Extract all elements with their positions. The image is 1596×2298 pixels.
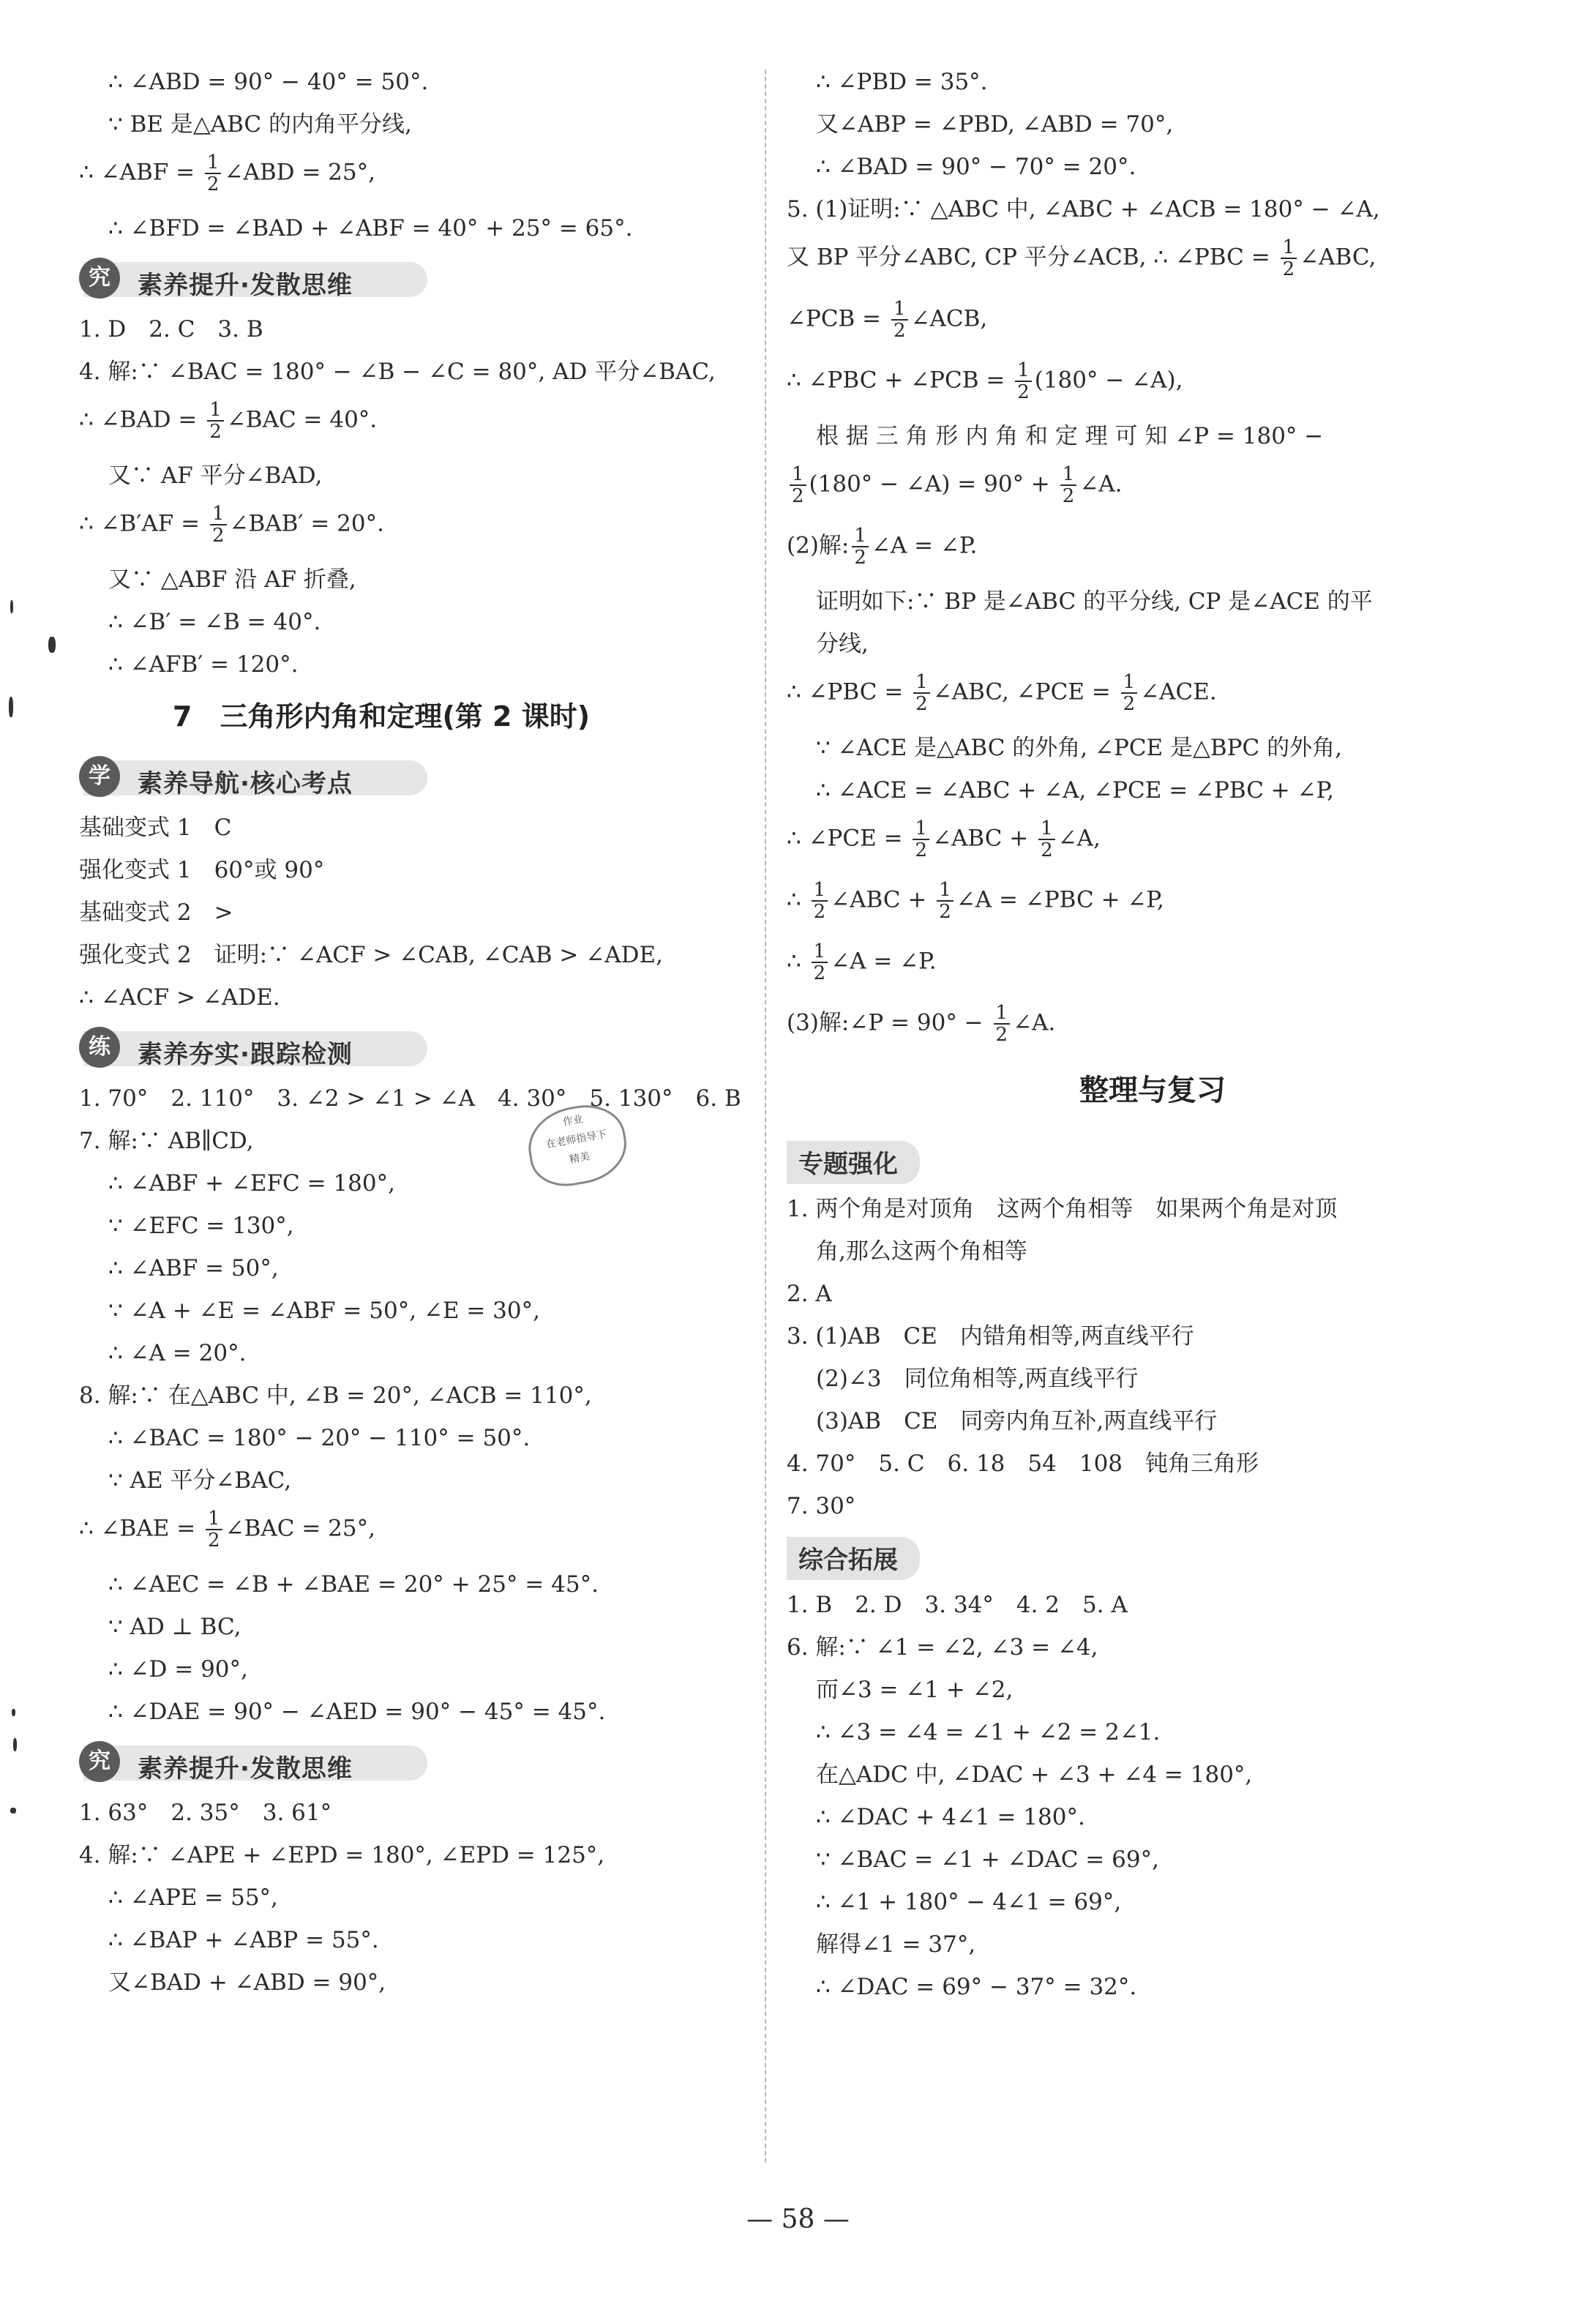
answer-line: 4. 解:∵ ∠BAC = 180° − ∠B − ∠C = 80°, AD 平分∠BAC, xyxy=(79,359,716,385)
fraction: $\frac{1}{2}$ xyxy=(937,880,954,922)
answer-line: 强化变式 2 证明:∵ ∠ACF > ∠CAB, ∠CAB > ∠ADE, xyxy=(79,942,663,968)
scan-mark xyxy=(9,697,13,717)
right-block-2 xyxy=(787,1194,1518,1521)
section-title: 素养夯实·跟踪检测 xyxy=(138,1040,353,1069)
left-column xyxy=(79,67,752,2010)
text-line: ∴ ∠AFB′ = 120°. xyxy=(108,651,299,678)
text-line-fraction: ∴ ∠PCE = $\frac{1}{2}$ ∠ABC + $\frac{1}{2}$ ∠A, xyxy=(787,817,1101,861)
fraction: $\frac{1}{2}$ xyxy=(1015,360,1032,403)
right-block-3 xyxy=(787,1590,1518,2002)
text-line: ∵ BE 是△ABC 的内角平分线, xyxy=(108,111,412,138)
section-badge: 学 xyxy=(79,756,120,797)
text-line: ∴ ∠DAC + 4∠1 = 180°. xyxy=(816,1804,1085,1830)
fraction: $\frac{1}{2}$ xyxy=(913,818,929,861)
text-line: ∴ ∠AEC = ∠B + ∠BAE = 20° + 25° = 45°. xyxy=(108,1571,599,1598)
left-block-1 xyxy=(79,67,752,243)
text-line: 角,那么这两个角相等 xyxy=(816,1238,1027,1265)
section-header-explore xyxy=(79,1741,752,1784)
fraction: $\frac{1}{2}$ xyxy=(790,464,806,506)
review-title: 整理与复习 xyxy=(1079,1074,1226,1107)
scan-mark xyxy=(10,600,13,613)
text-line: ∴ ∠D = 90°, xyxy=(108,1656,248,1683)
text-line: ∴ ∠3 = ∠4 = ∠1 + ∠2 = 2∠1. xyxy=(816,1719,1161,1745)
section-title: 素养提升·发散思维 xyxy=(138,271,353,300)
text-line: ∴ ∠APE = 55°, xyxy=(108,1885,278,1911)
text-line: ∴ ∠PBD = 35°. xyxy=(816,69,988,95)
left-block-2 xyxy=(79,315,752,679)
text-line-fraction: ∴ ∠ABF = $\frac{1}{2}$ ∠ABD = 25°, xyxy=(79,151,375,195)
fraction: $\frac{1}{2}$ xyxy=(207,400,224,442)
text-line: ∴ ∠BAD = 90° − 70° = 20°. xyxy=(816,154,1136,180)
answer-line: 基础变式 1 C xyxy=(79,815,232,841)
homework-stamp: 作业 在老师指导下 精美 xyxy=(522,1099,632,1192)
text-line-fraction: 又 BP 平分∠ABC, CP 平分∠ACB, ∴ ∠PBC = $\frac{1}{2}$ ∠ABC, xyxy=(787,236,1376,280)
fraction: $\frac{1}{2}$ xyxy=(210,504,227,546)
text-line: 在△ADC 中, ∠DAC + ∠3 + ∠4 = 180°, xyxy=(816,1762,1253,1788)
answer-line: 1. 70° 2. 110° 3. ∠2 > ∠1 > ∠A 4. 30° 5. 130° 6. B xyxy=(79,1085,741,1112)
text-line-fraction: (3)解:∠P = 90° − $\frac{1}{2}$ ∠A. xyxy=(787,1002,1056,1046)
text-line: ∵ ∠EFC = 130°, xyxy=(108,1213,294,1239)
text-line: ∴ ∠1 + 180° − 4∠1 = 69°, xyxy=(816,1889,1122,1915)
text-line-fraction: ∴ ∠PBC = $\frac{1}{2}$ ∠ABC, ∠PCE = $\frac{1}{2}$ ∠ACE. xyxy=(787,671,1217,715)
text-line: ∴ ∠A = 20°. xyxy=(108,1340,247,1366)
column-divider xyxy=(765,70,766,2163)
fraction: $\frac{1}{2}$ xyxy=(994,1003,1011,1045)
text-line: ∴ ∠ABF = 50°, xyxy=(108,1255,279,1281)
fraction: $\frac{1}{2}$ xyxy=(1038,818,1055,861)
scan-mark xyxy=(13,1738,17,1751)
answer-line: 1. 两个角是对顶角 这两个角相等 如果两个角是对顶 xyxy=(787,1196,1338,1222)
topic-header: 专题强化 xyxy=(787,1141,920,1184)
fraction: $\frac{1}{2}$ xyxy=(1060,464,1077,506)
scan-mark xyxy=(12,1709,15,1716)
text-line: ∴ ∠B′ = ∠B = 40°. xyxy=(108,609,321,635)
text-line: ∴ ∠ABF + ∠EFC = 180°, xyxy=(108,1170,395,1197)
fraction: $\frac{1}{2}$ xyxy=(1281,237,1297,280)
left-block-4 xyxy=(79,1084,752,1726)
text-line: ∴ ∠DAE = 90° − ∠AED = 90° − 45° = 45°. xyxy=(108,1699,606,1725)
answer-line: 7. 解:∵ AB∥CD, xyxy=(79,1128,254,1154)
answer-line: 4. 70° 5. C 6. 18 54 108 钝角三角形 xyxy=(787,1451,1259,1477)
text-line: 又∠BAD + ∠ABD = 90°, xyxy=(108,1969,386,1996)
left-block-3 xyxy=(79,813,752,1012)
section-header-practice xyxy=(79,1027,752,1069)
fraction: $\frac{1}{2}$ xyxy=(1121,672,1138,714)
text-line: ∴ ∠BAP + ∠ABP = 55°. xyxy=(108,1927,379,1953)
left-block-5 xyxy=(79,1798,752,1997)
right-block-1 xyxy=(787,67,1518,1045)
text-line-fraction: ∴ ∠BAE = $\frac{1}{2}$ ∠BAC = 25°, xyxy=(79,1508,375,1552)
text-line-fraction: ∴ ∠BAD = $\frac{1}{2}$ ∠BAC = 40°. xyxy=(79,399,378,443)
section-badge: 究 xyxy=(79,1741,120,1782)
text-line-fraction: ∴ $\frac{1}{2}$ ∠ABC + $\frac{1}{2}$ ∠A = ∠PBC + ∠P, xyxy=(787,879,1164,923)
answer-line: 3. (1)AB CE 内错角相等,两直线平行 xyxy=(787,1323,1194,1350)
text-line: ∴ ∠DAC = 69° − 37° = 32°. xyxy=(816,1974,1137,2000)
text-line: ∴ ∠BFD = ∠BAD + ∠ABF = 40° + 25° = 65°. xyxy=(108,215,633,242)
answer-line: 1. 63° 2. 35° 3. 61° xyxy=(79,1800,332,1826)
answer-line: 1. B 2. D 3. 34° 4. 2 5. A xyxy=(787,1592,1128,1618)
fraction: $\frac{1}{2}$ xyxy=(205,152,222,195)
text-line: ∵ ∠BAC = ∠1 + ∠DAC = 69°, xyxy=(816,1846,1159,1873)
fraction: $\frac{1}{2}$ xyxy=(913,672,930,714)
answer-line: 2. A xyxy=(787,1281,832,1307)
section-badge: 究 xyxy=(79,258,120,299)
text-line: (2)∠3 同位角相等,两直线平行 xyxy=(816,1366,1139,1392)
text-line-fraction: (2)解: $\frac{1}{2}$ ∠A = ∠P. xyxy=(787,525,978,569)
section-title: 素养提升·发散思维 xyxy=(138,1754,353,1784)
text-line: ∴ ∠ACE = ∠ABC + ∠A, ∠PCE = ∠PBC + ∠P, xyxy=(816,777,1335,804)
text-line: 又∵ AF 平分∠BAD, xyxy=(108,463,323,489)
text-line-fraction: ∴ ∠B′AF = $\frac{1}{2}$ ∠BAB′ = 20°. xyxy=(79,503,384,547)
section-badge: 练 xyxy=(79,1027,120,1068)
text-line: 又∵ △ABF 沿 AF 折叠, xyxy=(108,566,356,593)
lesson-title: 7 三角形内角和定理(第 2 课时) xyxy=(173,700,591,733)
text-line: 根 据 三 角 形 内 角 和 定 理 可 知 ∠P = 180° − xyxy=(816,423,1324,449)
page-number: — 58 — xyxy=(746,2204,850,2234)
answer-line: 强化变式 1 60°或 90° xyxy=(79,857,325,883)
answer-line: 基础变式 2 > xyxy=(79,899,233,926)
text-line: 而∠3 = ∠1 + ∠2, xyxy=(816,1677,1014,1703)
fraction: $\frac{1}{2}$ xyxy=(812,941,828,984)
text-line: 证明如下:∵ BP 是∠ABC 的平分线, CP 是∠ACE 的平 xyxy=(816,588,1373,615)
extend-header: 综合拓展 xyxy=(787,1537,920,1580)
answer-line: 7. 30° xyxy=(787,1493,856,1519)
text-line: 分线, xyxy=(816,631,869,657)
answer-line: 8. 解:∵ 在△ABC 中, ∠B = 20°, ∠ACB = 110°, xyxy=(79,1382,592,1409)
right-column xyxy=(787,67,1518,2015)
fraction: $\frac{1}{2}$ xyxy=(206,1508,222,1551)
text-line: ∵ AE 平分∠BAC, xyxy=(108,1467,292,1494)
fraction: $\frac{1}{2}$ xyxy=(812,880,828,922)
text-line-fraction: ∴ ∠PBC + ∠PCB = $\frac{1}{2}$ (180° − ∠A), xyxy=(787,359,1183,403)
text-line-fraction: ∠PCB = $\frac{1}{2}$ ∠ACB, xyxy=(787,298,988,342)
fraction: $\frac{1}{2}$ xyxy=(852,525,869,568)
fraction: $\frac{1}{2}$ xyxy=(891,299,908,341)
section-header-explore xyxy=(79,258,752,300)
answer-line: 6. 解:∵ ∠1 = ∠2, ∠3 = ∠4, xyxy=(787,1634,1098,1661)
text-line: ∴ ∠BAC = 180° − 20° − 110° = 50°. xyxy=(108,1425,531,1451)
text-line: (3)AB CE 同旁内角互补,两直线平行 xyxy=(816,1408,1218,1434)
scan-mark xyxy=(48,637,56,653)
answer-line: ∴ ∠ACF > ∠ADE. xyxy=(79,984,280,1011)
text-line-fraction: ∴ $\frac{1}{2}$ ∠A = ∠P. xyxy=(787,940,937,984)
section-header-learn xyxy=(79,756,752,798)
answer-line: 5. (1)证明:∵ △ABC 中, ∠ABC + ∠ACB = 180° − ∠A, xyxy=(787,196,1380,222)
text-line: 解得∠1 = 37°, xyxy=(816,1931,976,1958)
text-line: ∵ AD ⊥ BC, xyxy=(108,1614,241,1640)
text-line: ∴ ∠ABD = 90° − 40° = 50°. xyxy=(108,69,429,95)
section-title: 素养导航·核心考点 xyxy=(138,769,353,798)
text-line: ∵ ∠ACE 是△ABC 的外角, ∠PCE 是△BPC 的外角, xyxy=(816,735,1342,761)
answer-line: 1. D 2. C 3. B xyxy=(79,316,263,343)
text-line: ∵ ∠A + ∠E = ∠ABF = 50°, ∠E = 30°, xyxy=(108,1298,540,1324)
scan-mark xyxy=(10,1808,16,1814)
text-line: 又∠ABP = ∠PBD, ∠ABD = 70°, xyxy=(816,111,1174,138)
answer-line: 4. 解:∵ ∠APE + ∠EPD = 180°, ∠EPD = 125°, xyxy=(79,1842,605,1868)
text-line-fraction: $\frac{1}{2}$ (180° − ∠A) = 90° + $\frac{1}{2}$ ∠A. xyxy=(787,464,1518,506)
